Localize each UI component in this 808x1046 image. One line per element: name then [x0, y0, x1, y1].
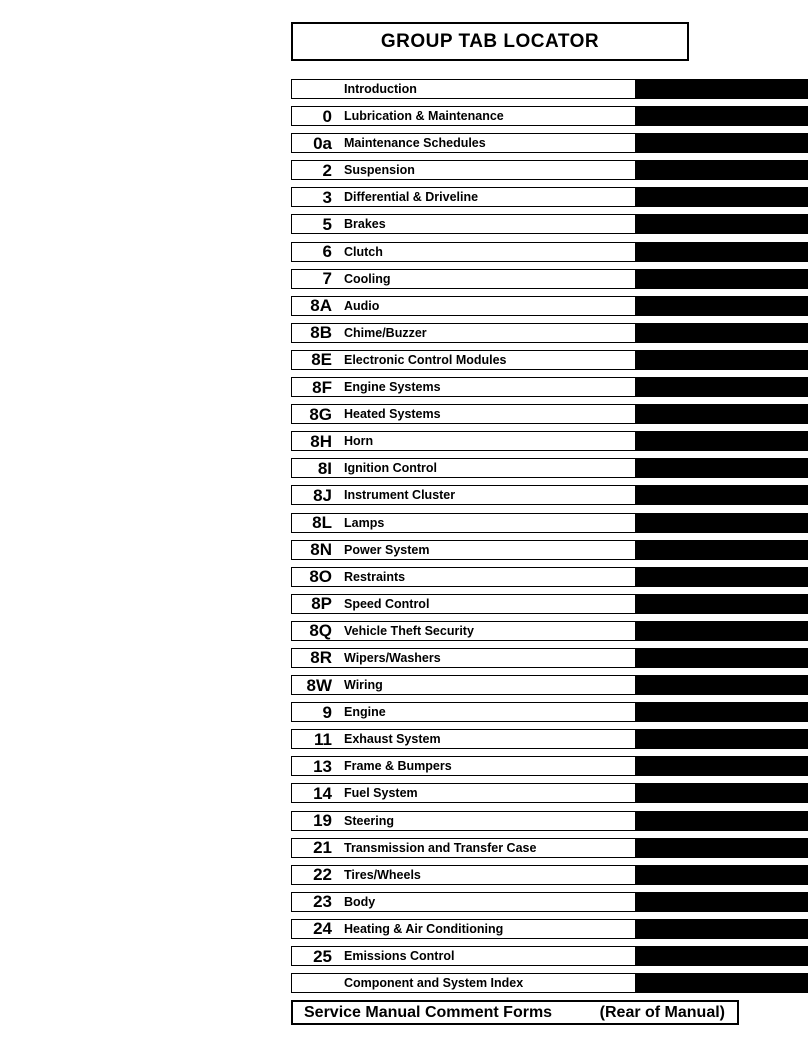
tab-row-box	[291, 404, 636, 424]
tab-marker	[636, 729, 808, 749]
tab-row[interactable]	[291, 946, 808, 966]
tab-row[interactable]	[291, 485, 808, 505]
tab-row[interactable]	[291, 919, 808, 939]
comment-forms-label: Service Manual Comment Forms	[304, 1003, 553, 1021]
tab-label: Wipers/Washers	[344, 650, 441, 665]
tab-number: 8A	[310, 296, 332, 316]
tab-row-box	[291, 702, 636, 722]
tab-row[interactable]	[291, 214, 808, 234]
tab-label: Transmission and Transfer Case	[344, 840, 537, 855]
tab-row-box	[291, 973, 636, 993]
tab-marker	[636, 214, 808, 234]
tab-marker	[636, 377, 808, 397]
tab-row[interactable]	[291, 892, 808, 912]
tab-row-box	[291, 242, 636, 262]
tab-number: 9	[322, 702, 332, 722]
comment-forms-location: (Rear of Manual)	[599, 1003, 725, 1021]
tab-row[interactable]	[291, 621, 808, 641]
tab-number: 3	[322, 187, 332, 207]
tab-label: Maintenance Schedules	[344, 136, 486, 151]
tab-marker	[636, 892, 808, 912]
tab-row[interactable]	[291, 296, 808, 316]
tab-label: Chime/Buzzer	[344, 325, 427, 340]
tab-number: 11	[314, 729, 332, 749]
comment-forms-box[interactable]	[291, 1000, 739, 1025]
tab-label: Brakes	[344, 217, 386, 232]
tab-row-box	[291, 621, 636, 641]
tab-row-box	[291, 946, 636, 966]
tab-marker	[636, 675, 808, 695]
tab-row[interactable]	[291, 811, 808, 831]
tab-row[interactable]	[291, 567, 808, 587]
tab-label: Heated Systems	[344, 407, 441, 422]
tab-marker	[636, 946, 808, 966]
tab-marker	[636, 702, 808, 722]
tab-row-box	[291, 648, 636, 668]
tab-marker	[636, 160, 808, 180]
tab-row[interactable]	[291, 79, 808, 99]
tab-label: Component and System Index	[344, 976, 524, 991]
tab-row[interactable]	[291, 865, 808, 885]
tab-row-box	[291, 377, 636, 397]
tab-marker	[636, 648, 808, 668]
tab-row[interactable]	[291, 350, 808, 370]
tab-row[interactable]	[291, 187, 808, 207]
tab-number: 8F	[312, 377, 332, 397]
tab-number: 21	[313, 838, 332, 858]
page-title: GROUP TAB LOCATOR	[291, 22, 689, 61]
tab-number: 8Q	[309, 621, 332, 641]
tab-marker	[636, 540, 808, 560]
tab-marker	[636, 756, 808, 776]
tab-label: Frame & Bumpers	[344, 759, 452, 774]
tab-row-box	[291, 838, 636, 858]
tab-marker	[636, 485, 808, 505]
tab-marker	[636, 242, 808, 262]
tab-number: 8G	[309, 404, 332, 424]
tab-row-box	[291, 567, 636, 587]
tab-row-box	[291, 892, 636, 912]
tab-number: 8N	[310, 540, 332, 560]
tab-row[interactable]	[291, 106, 808, 126]
tab-row[interactable]	[291, 729, 808, 749]
tab-number: 0	[322, 106, 332, 126]
tab-label: Electronic Control Modules	[344, 352, 507, 367]
tab-label: Lubrication & Maintenance	[344, 109, 504, 124]
tab-row[interactable]	[291, 133, 808, 153]
tab-row[interactable]	[291, 323, 808, 343]
tab-row-box	[291, 865, 636, 885]
tab-label: Emissions Control	[344, 949, 455, 963]
tab-label: Heating & Air Conditioning	[344, 921, 504, 936]
tab-marker	[636, 404, 808, 424]
tab-row[interactable]	[291, 377, 808, 397]
tab-row-box	[291, 79, 636, 99]
tab-number: 8W	[306, 675, 332, 695]
tab-marker	[636, 783, 808, 803]
tab-label: Ignition Control	[344, 461, 438, 476]
tab-row[interactable]	[291, 269, 808, 289]
tab-marker	[636, 594, 808, 614]
tab-row-box	[291, 513, 636, 533]
tab-row-box	[291, 594, 636, 614]
tab-number: 7	[322, 269, 332, 289]
tab-row-box	[291, 783, 636, 803]
tab-label: Suspension	[344, 163, 415, 178]
tab-label: Exhaust System	[344, 732, 441, 747]
tab-number: 0a	[313, 133, 332, 153]
tab-row[interactable]	[291, 160, 808, 180]
tab-row[interactable]	[291, 675, 808, 695]
tab-number: 8I	[317, 458, 332, 478]
tab-marker	[636, 811, 808, 831]
tab-label: Wiring	[344, 678, 383, 693]
tab-row-box	[291, 431, 636, 451]
tab-row[interactable]	[291, 756, 808, 776]
tab-label: Audio	[344, 298, 380, 313]
tab-number: 8E	[311, 350, 332, 370]
tab-number: 23	[313, 892, 332, 912]
tab-label: Speed Control	[344, 596, 430, 611]
tab-row-box	[291, 540, 636, 560]
tab-marker	[636, 296, 808, 316]
tab-number: 8J	[313, 485, 332, 505]
tab-number: 8O	[309, 567, 332, 587]
tab-label: Body	[344, 894, 376, 909]
tab-number: 8P	[311, 594, 332, 614]
tab-row-box	[291, 160, 636, 180]
tab-row[interactable]	[291, 783, 808, 803]
tab-marker	[636, 323, 808, 343]
tab-label: Differential & Driveline	[344, 190, 479, 205]
tab-row-box	[291, 811, 636, 831]
tab-marker	[636, 621, 808, 641]
tab-number: 8H	[310, 431, 332, 451]
tab-row[interactable]	[291, 540, 808, 560]
tab-marker	[636, 269, 808, 289]
tab-label: Power System	[344, 542, 430, 557]
tab-row-box	[291, 675, 636, 695]
tab-row-box	[291, 919, 636, 939]
tab-marker	[636, 133, 808, 153]
tab-number: 6	[322, 242, 332, 262]
tab-number: 24	[313, 919, 332, 939]
tab-marker	[636, 350, 808, 370]
tab-marker	[636, 431, 808, 451]
tab-marker	[636, 458, 808, 478]
tab-row[interactable]	[291, 513, 808, 533]
tab-row-box	[291, 323, 636, 343]
tab-marker	[636, 838, 808, 858]
tab-number: 14	[313, 783, 332, 803]
tab-row-box	[291, 269, 636, 289]
tab-row-box	[291, 729, 636, 749]
group-tab-list	[291, 79, 808, 1000]
tab-marker	[636, 919, 808, 939]
tab-row-box	[291, 458, 636, 478]
tab-label: Engine Systems	[344, 380, 441, 395]
tab-number: 8B	[310, 323, 332, 343]
tab-label: Vehicle Theft Security	[344, 623, 474, 638]
tab-row-box	[291, 133, 636, 153]
tab-label: Fuel System	[344, 786, 418, 801]
tab-row-box	[291, 187, 636, 207]
tab-number: 22	[313, 865, 332, 885]
tab-row[interactable]	[291, 458, 808, 478]
tab-row[interactable]	[291, 838, 808, 858]
tab-row-box	[291, 485, 636, 505]
tab-row-box	[291, 350, 636, 370]
tab-row-box	[291, 106, 636, 126]
tab-label: Horn	[344, 434, 374, 449]
tab-label: Clutch	[344, 244, 383, 259]
tab-row[interactable]	[291, 594, 808, 614]
tab-marker	[636, 187, 808, 207]
tab-label: Steering	[344, 813, 395, 828]
tab-marker	[636, 973, 808, 993]
tab-row[interactable]	[291, 648, 808, 668]
tab-number: 8L	[312, 513, 332, 532]
tab-label: Introduction	[344, 82, 417, 96]
tab-label: Instrument Cluster	[344, 488, 456, 503]
tab-row[interactable]	[291, 702, 808, 722]
tab-label: Lamps	[344, 515, 385, 530]
tab-row-box	[291, 296, 636, 316]
tab-row[interactable]	[291, 404, 808, 424]
tab-label: Cooling	[344, 271, 391, 286]
tab-number: 8R	[310, 648, 332, 668]
tab-number: 2	[322, 160, 332, 180]
tab-number: 25	[313, 946, 332, 966]
tab-marker	[636, 567, 808, 587]
tab-row[interactable]	[291, 973, 808, 993]
tab-marker	[636, 106, 808, 126]
tab-number: 13	[313, 756, 332, 776]
tab-marker	[636, 79, 808, 99]
tab-label: Restraints	[344, 569, 406, 584]
tab-row[interactable]	[291, 242, 808, 262]
tab-number: 5	[322, 214, 332, 234]
tab-marker	[636, 513, 808, 533]
tab-label: Tires/Wheels	[344, 867, 421, 882]
tab-row-box	[291, 214, 636, 234]
tab-marker	[636, 865, 808, 885]
tab-label: Engine	[344, 705, 386, 720]
tab-number: 19	[313, 811, 332, 831]
tab-row-box	[291, 756, 636, 776]
tab-row[interactable]	[291, 431, 808, 451]
